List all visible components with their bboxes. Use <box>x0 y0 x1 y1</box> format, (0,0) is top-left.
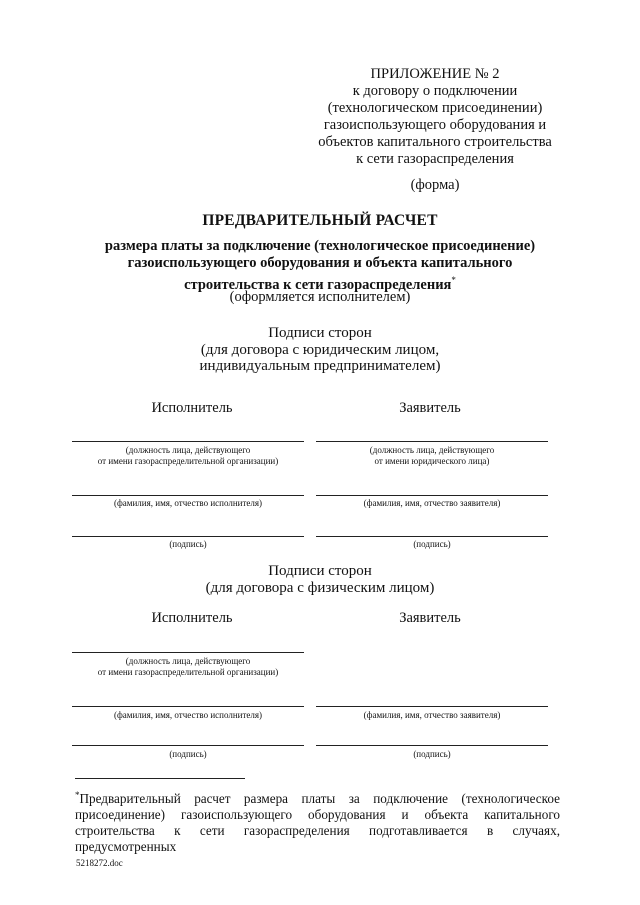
appendix-line: объектов капитального строительства <box>318 134 552 150</box>
executor-signature-caption: (подпись) <box>169 539 207 549</box>
applicant-name-caption: (фамилия, имя, отчество заявителя) <box>363 498 501 508</box>
signatures-individual-heading-block <box>120 563 520 596</box>
document-subtitle <box>60 238 580 294</box>
subtitle-line: размера платы за подключение (технологическое присоединение) <box>104 238 536 254</box>
footnote-marker: * <box>75 790 80 800</box>
appendix-header <box>300 66 570 168</box>
applicant-signature-line <box>316 745 548 746</box>
executor-signature-caption: (подпись) <box>169 749 207 759</box>
footnote <box>75 787 560 855</box>
applicant-position-line <box>316 441 548 442</box>
executor-position-caption <box>72 445 304 467</box>
caption-line: от имени газораспределительной организации) <box>97 456 279 466</box>
applicant-signature-caption: (подпись) <box>413 539 451 549</box>
appendix-line: газоиспользующего оборудования и <box>323 117 547 133</box>
executor-position-line <box>72 652 304 653</box>
caption-line: от имени газораспределительной организации) <box>97 667 279 677</box>
footnote-line: присоединение) газоиспользующего оборудования и объекта капитального <box>75 807 560 822</box>
caption-line: (должность лица, действующего <box>125 656 251 666</box>
caption-line: (должность лица, действующего <box>125 445 251 455</box>
subtitle-text: строительства к сети газораспределения <box>184 277 452 293</box>
applicant-name-line <box>316 706 548 707</box>
executor-signature-line <box>72 745 304 746</box>
applicant-name-line <box>316 495 548 496</box>
appendix-line: к договору о подключении <box>352 83 518 99</box>
appendix-line: (технологическом присоединении) <box>327 100 543 116</box>
executor-name-caption: (фамилия, имя, отчество исполнителя) <box>113 710 263 720</box>
applicant-label: Заявитель <box>399 610 461 626</box>
signatures-legal-heading-block <box>120 325 520 375</box>
executor-name-line <box>72 706 304 707</box>
footnote-line: строительства к сети газораспределения подготавливается в случаях, предусмотренных <box>75 823 560 854</box>
executor-position-line <box>72 441 304 442</box>
applicant-signature-line <box>316 536 548 537</box>
subtitle-note: (оформляется исполнителем) <box>229 289 411 305</box>
appendix-line: к сети газораспределения <box>356 151 514 167</box>
subtitle-line: газоиспользующего оборудования и объекта капитального <box>127 255 513 271</box>
signatures-subheading: индивидуальным предпринимателем) <box>199 358 441 374</box>
footnote-separator <box>75 778 245 779</box>
footnote-marker: * <box>451 275 456 285</box>
signatures-heading: Подписи сторон <box>268 563 372 579</box>
executor-name-line <box>72 495 304 496</box>
executor-name-caption: (фамилия, имя, отчество исполнителя) <box>113 498 263 508</box>
signatures-heading: Подписи сторон <box>268 325 372 341</box>
caption-line: (должность лица, действующего <box>369 445 495 455</box>
footnote-line <box>75 787 560 807</box>
signatures-subheading: (для договора с юридическим лицом, <box>200 341 440 358</box>
applicant-position-caption <box>316 445 548 467</box>
executor-label: Исполнитель <box>151 400 233 416</box>
caption-line: от имени юридического лица) <box>374 456 490 466</box>
signatures-subheading: (для договора с физическим лицом) <box>205 579 435 596</box>
footnote-text: Предварительный расчет размера платы за подключение (технологическое <box>79 791 560 806</box>
applicant-label: Заявитель <box>399 400 461 416</box>
document-title: ПРЕДВАРИТЕЛЬНЫЙ РАСЧЕТ <box>202 212 438 229</box>
applicant-signature-caption: (подпись) <box>413 749 451 759</box>
applicant-name-caption: (фамилия, имя, отчество заявителя) <box>363 710 501 720</box>
executor-signature-line <box>72 536 304 537</box>
appendix-title: ПРИЛОЖЕНИЕ № 2 <box>370 66 500 82</box>
form-label: (форма) <box>410 177 460 193</box>
executor-label: Исполнитель <box>151 610 233 626</box>
document-filename: 5218272.doc <box>76 858 123 868</box>
executor-position-caption <box>72 656 304 678</box>
